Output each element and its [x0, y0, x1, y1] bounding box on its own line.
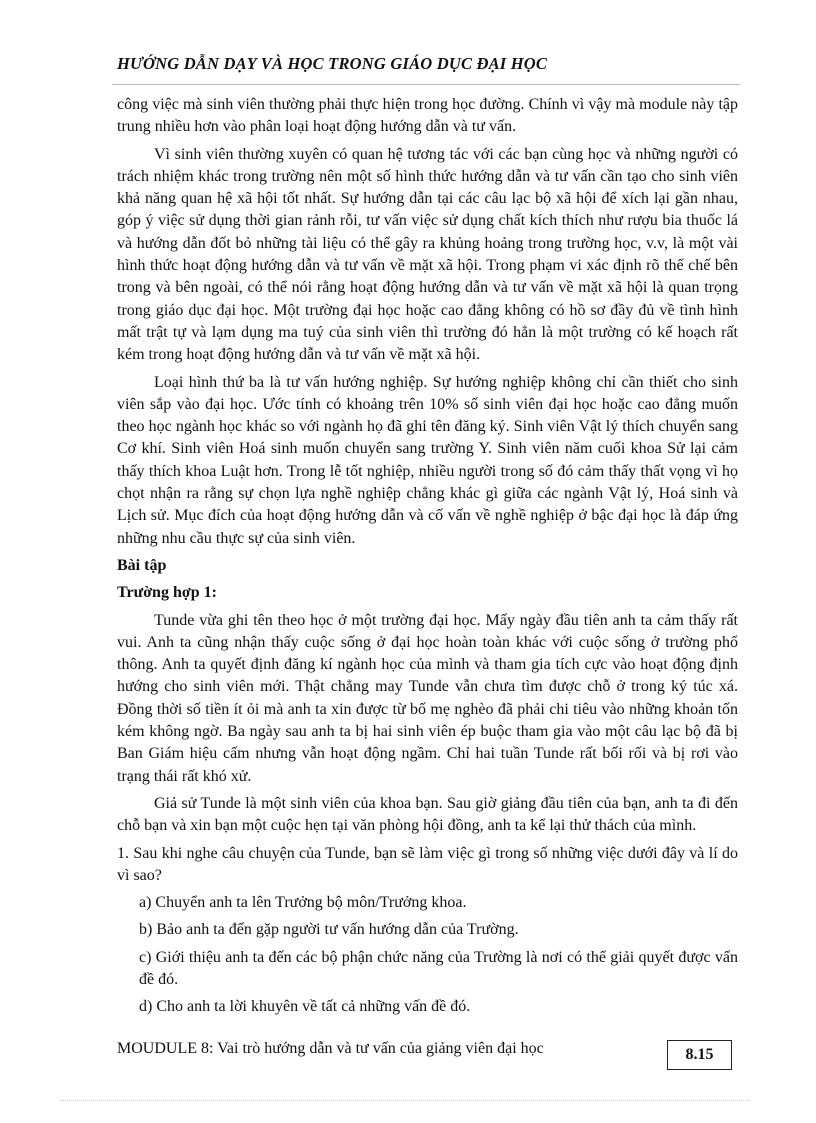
bottom-divider	[60, 1100, 750, 1101]
paragraph-case-scenario: Giả sử Tunde là một sinh viên của khoa bạn. Sau giờ giảng đầu tiên của bạn, anh ta đi đến chỗ bạn và xin bạn một cuộc hẹn tại văn phòng hội đồng, anh ta kể lại thử thách của mình.	[117, 794, 738, 835]
header-divider	[112, 84, 740, 85]
option-b: b) Bảo anh ta đến gặp người tư vấn hướng dẫn của Trường.	[139, 921, 519, 939]
footer-module-title: MOUDULE 8: Vai trò hướng dẫn và tư vấn của giảng viên đại học	[117, 1040, 544, 1057]
page-number-box: 8.15	[667, 1040, 732, 1070]
case-heading: Trường hợp 1:	[117, 584, 217, 602]
exercise-heading: Bài tập	[117, 556, 167, 574]
paragraph-continuation: công việc mà sinh viên thường phải thực hiện trong học đường. Chính vì vậy mà module này tập trung nhiều hơn vào phân loại hoạt động hướng dẫn và tư vấn.	[117, 96, 738, 136]
paragraph-social-guidance: Vì sinh viên thường xuyên có quan hệ tương tác với các bạn cùng học và những người có trách nhiệm khác trong trường nên một số hình thức hướng dẫn và tư vấn cần tạo cho sinh viên khả năng quan hệ xã hội tốt nhất. Sự hướng dẫn tại các câu lạc bộ xã hội để xích lại gần nhau, góp ý việc sử dụng thời gian rảnh rỗi, tư vấn việc sử dụng chất kích thích như rượu bia thuốc lá và hướng dẫn đốt bỏ những tài liệu có thể gây ra khủng hoảng trong trường học, v.v, là một vài hình thức hoạt động hướng dẫn và tư vấn về mặt xã hội. Trong phạm vi xác định rõ thể chế bên trong và bên ngoài, có thể nói rằng hoạt động hướng dẫn và tư vấn về mặt xã hội là quan trọng trong giáo dục đại học. Một trường đại học hoặc cao đẳng không có hồ sơ đầy đủ về tình hình mất trật tự và lạm dụng ma tuý của sinh viên thì trường đó hẳn là một trường có kế hoạch rất kém trong hoạt động hướng dẫn và tư vấn về mặt xã hội.	[117, 145, 738, 364]
running-header: HƯỚNG DẪN DẠY VÀ HỌC TRONG GIÁO DỤC ĐẠI HỌC	[117, 54, 548, 73]
question-1: 1. Sau khi nghe câu chuyện của Tunde, bạn sẽ làm việc gì trong số những việc dưới đây và lí do vì sao?	[117, 844, 738, 884]
option-d: d) Cho anh ta lời khuyên về tất cả những vấn đề đó.	[139, 998, 471, 1016]
option-a: a) Chuyển anh ta lên Trưởng bộ môn/Trưởng khoa.	[139, 894, 467, 912]
paragraph-case-story: Tunde vừa ghi tên theo học ở một trường đại học. Mấy ngày đầu tiên anh ta cảm thấy rất vui. Anh ta cũng nhận thấy cuộc sống ở đại học hoàn toàn khác với cuộc sống ở trường phổ thông. Anh ta quyết định đăng kí ngành học của mình và tham gia tích cực vào hoạt động định hướng cho sinh viên mới. Thật chẳng may Tunde vẫn chưa tìm được chỗ ở trong ký túc xá. Đồng thời số tiền ít ỏi mà anh ta xin được từ bố mẹ nghèo đã phải chi tiêu vào những khoản tốn kém không ngờ. Ba ngày sau anh ta bị hai sinh viên ép buộc tham gia vào một câu lạc bộ đã bị Ban Giám hiệu cấm nhưng vẫn hoạt động ngầm. Chỉ hai tuần Tunde rất bối rối và bị rơi vào trạng thái rất khó xử.	[117, 611, 738, 785]
option-c: c) Giới thiệu anh ta đến các bộ phận chức năng của Trường là nơi có thể giải quyết được vấn đề đó.	[139, 948, 738, 988]
body-text	[117, 94, 738, 1024]
paragraph-career-counseling: Loại hình thứ ba là tư vấn hướng nghiệp. Sự hướng nghiệp không chỉ cần thiết cho sinh viên sắp vào đại học. Ước tính có khoảng trên 10% số sinh viên đại học hoặc cao đẳng muốn theo học ngành học khác so với ngành họ đã ghi tên đăng ký. Sinh viên Vật lý thích chuyển sang Cơ khí. Sinh viên Hoá sinh muốn chuyển sang trường Y. Sinh viên năm cuối khoa Sử lại cảm thấy thích khoa Luật hơn. Trong lễ tốt nghiệp, nhiều người trong số đó cảm thấy thất vọng vì họ chọt nhận ra rằng sự chọn lựa nghề nghiệp chẳng khác gì giữa các ngành Vật lý, Hoá sinh và Lịch sử. Mục đích của hoạt động hướng dẫn và cố vấn về nghề nghiệp ở bậc đại học là đáp ứng những nhu cầu thực sự của sinh viên.	[117, 373, 738, 547]
